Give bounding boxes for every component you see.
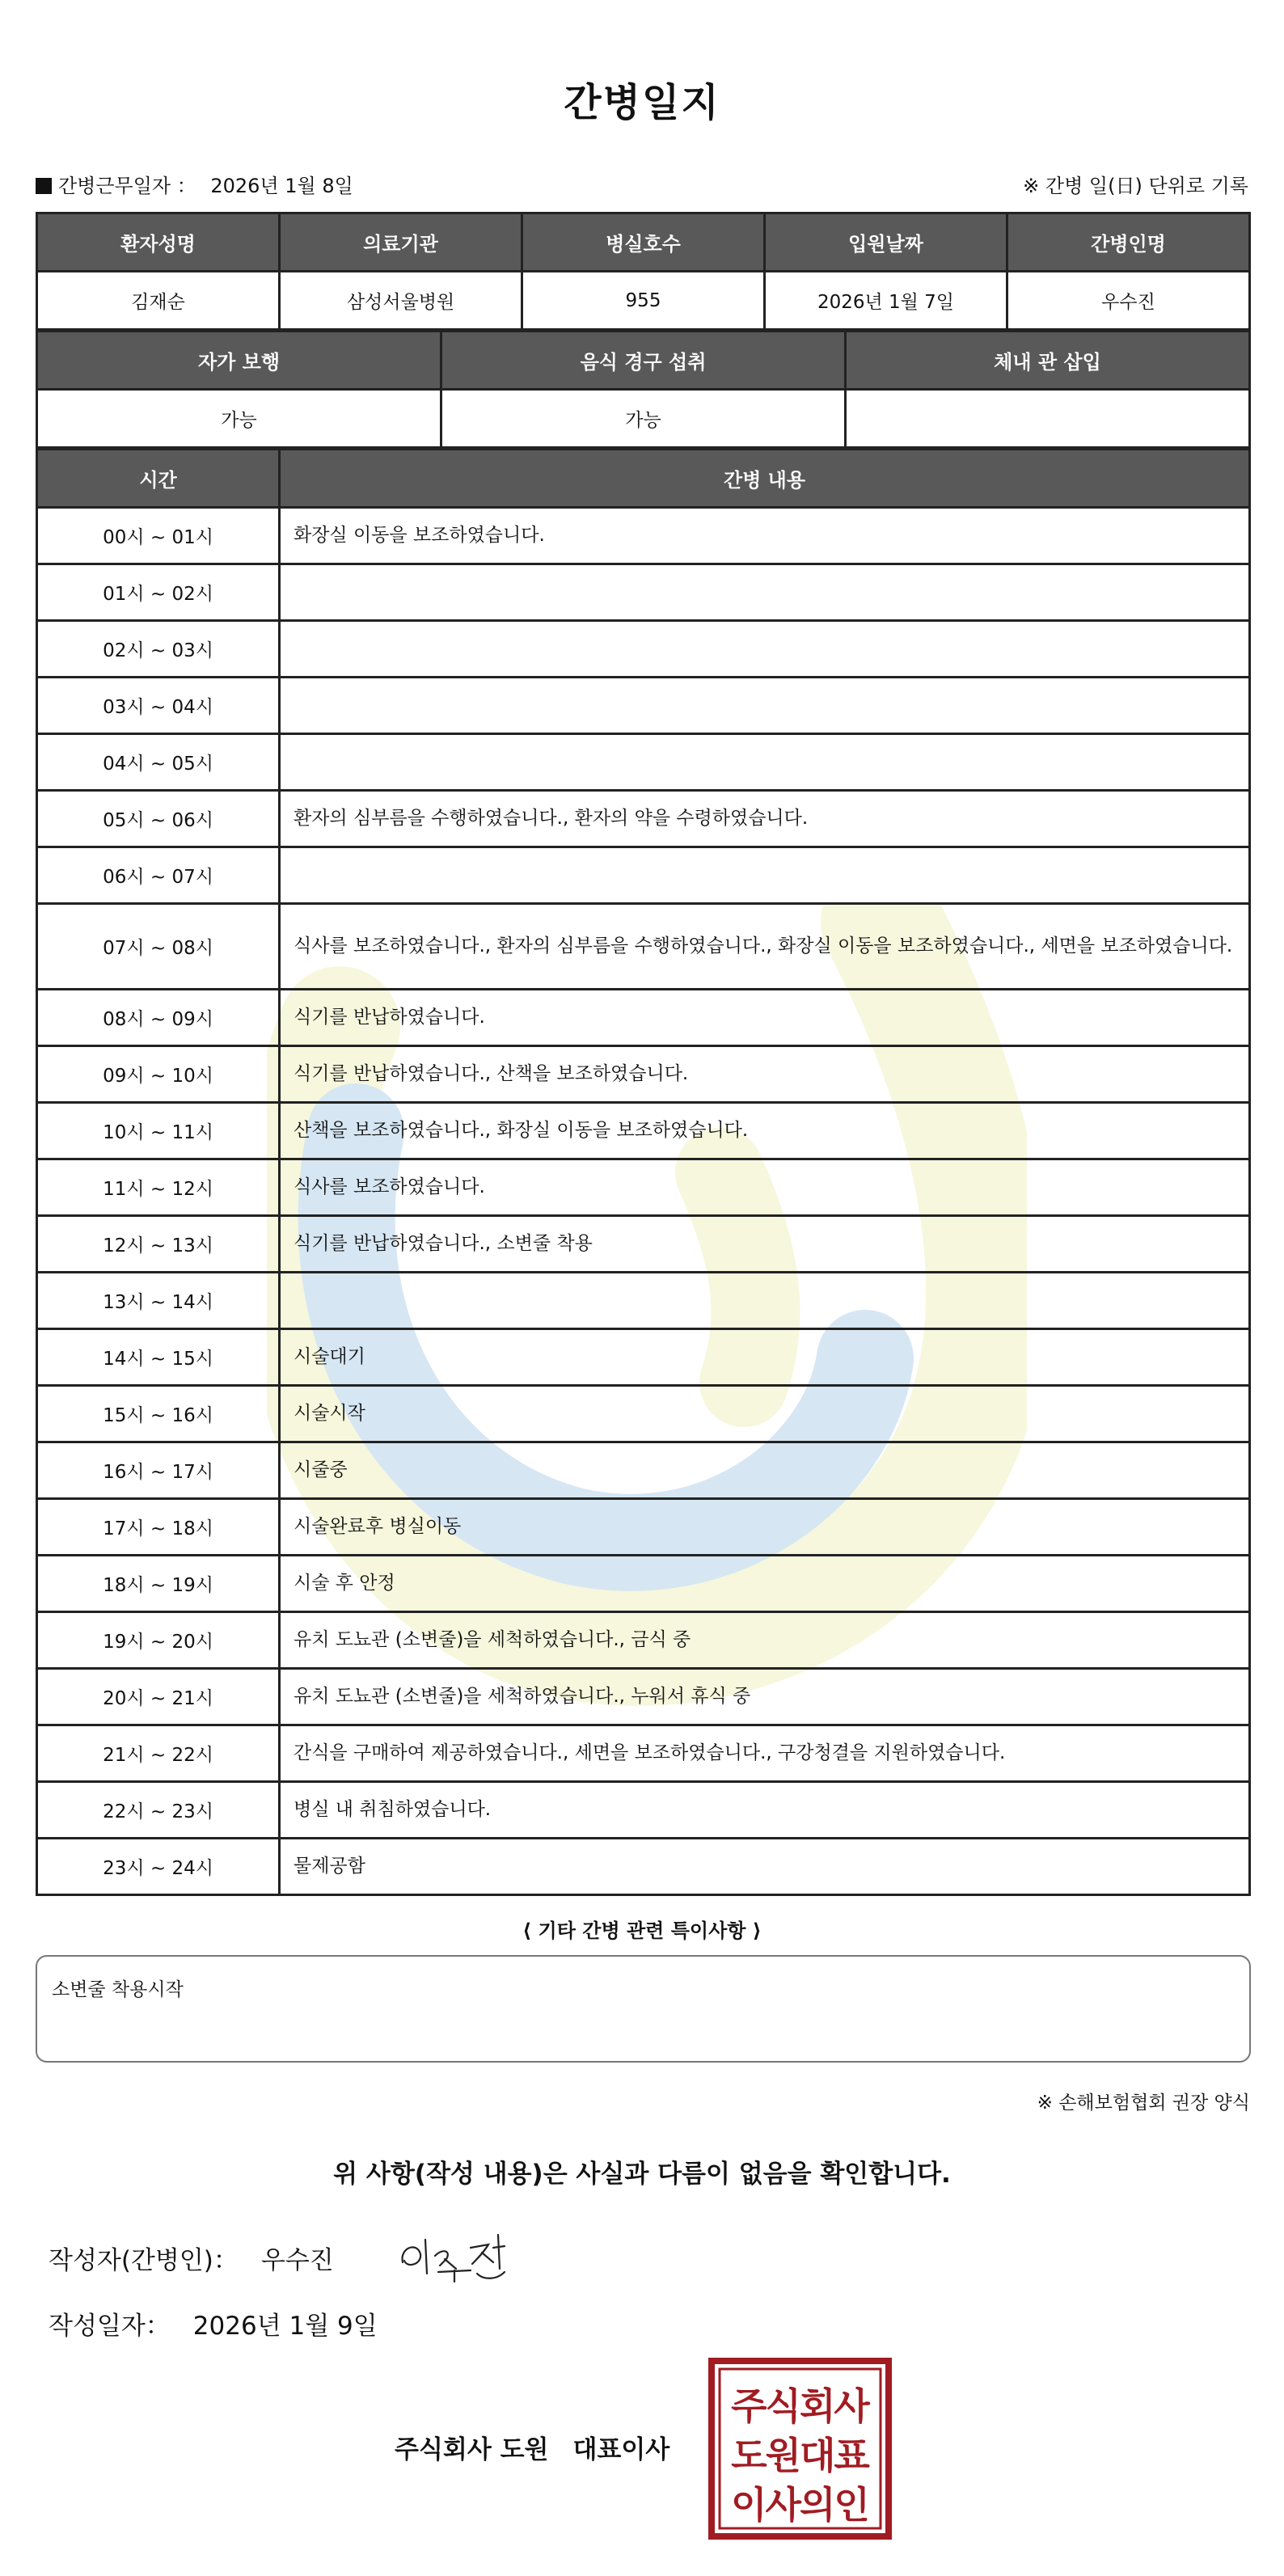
content-cell: 간식을 구매하여 제공하였습니다., 세면을 보조하였습니다., 구강청결을 지원하였습니다. (280, 1725, 1250, 1782)
time-cell: 20시 ~ 21시 (37, 1669, 280, 1725)
date-value: 2026년 1월 9일 (192, 2312, 378, 2341)
work-date (36, 170, 353, 198)
special-notes-text: 소변줄 착용시작 (52, 1979, 184, 2000)
content-cell: 유치 도뇨관 (소변줄)을 세척하였습니다., 누워서 휴식 중 (280, 1669, 1250, 1725)
patient-name: 김재순 (37, 272, 280, 330)
table-row (37, 847, 1250, 904)
time-cell: 17시 ~ 18시 (37, 1499, 280, 1556)
time-cell: 00시 ~ 01시 (37, 508, 280, 564)
time-cell: 13시 ~ 14시 (37, 1273, 280, 1329)
writer-label: 작성자(간병인)： (49, 2246, 239, 2275)
handwritten-signature (393, 2223, 514, 2288)
svg-text:주식회사: 주식회사 (731, 2384, 868, 2428)
room-number: 955 (522, 272, 765, 330)
svg-text:도원대표: 도원대표 (731, 2434, 868, 2477)
content-cell (280, 847, 1250, 904)
black-square-icon (36, 178, 52, 194)
content-cell: 식사를 보조하였습니다. (280, 1159, 1250, 1216)
table-row (37, 508, 1250, 564)
content-cell: 식기를 반납하였습니다. (280, 990, 1250, 1046)
table-row (37, 621, 1250, 678)
header-time: 시간 (37, 450, 280, 508)
table-row (37, 990, 1250, 1046)
table-row (37, 904, 1250, 990)
header-patient-name: 환자성명 (37, 213, 280, 272)
header-hospital: 의료기관 (280, 213, 522, 272)
time-cell: 12시 ~ 13시 (37, 1216, 280, 1273)
special-notes-label: ⟨ 기타 간병 관련 특이사항 ⟩ (522, 1919, 762, 1942)
table-row (37, 1159, 1250, 1216)
header-tube-insertion: 체내 관 삽입 (846, 332, 1250, 390)
admission-date: 2026년 1월 7일 (765, 272, 1007, 330)
content-cell: 시줄중 (280, 1442, 1250, 1499)
work-date-label: 간병근무일자 ： (58, 175, 196, 197)
header-care-content: 간병 내용 (280, 450, 1250, 508)
time-cell: 03시 ~ 04시 (37, 678, 280, 734)
content-cell: 시술시작 (280, 1386, 1250, 1442)
content-cell: 화장실 이동을 보조하였습니다. (280, 508, 1250, 564)
content-cell (280, 1273, 1250, 1329)
content-cell: 시술대기 (280, 1329, 1250, 1386)
table-row (37, 1669, 1250, 1725)
content-cell: 식기를 반납하였습니다., 소변줄 착용 (280, 1216, 1250, 1273)
content-cell (280, 734, 1250, 791)
table-row (37, 1442, 1250, 1499)
company-name: 주식회사 도원 (395, 2435, 549, 2464)
oral-intake: 가능 (441, 390, 846, 448)
time-cell: 06시 ~ 07시 (37, 847, 280, 904)
association-note: ※ 손해보험협회 권장 양식 (1037, 2092, 1250, 2114)
self-walking: 가능 (37, 390, 441, 448)
table-row (37, 791, 1250, 847)
table-row (37, 678, 1250, 734)
table-row (37, 1103, 1250, 1159)
time-cell: 11시 ~ 12시 (37, 1159, 280, 1216)
meta-row (36, 170, 1248, 196)
time-cell: 14시 ~ 15시 (37, 1329, 280, 1386)
time-cell: 23시 ~ 24시 (37, 1839, 280, 1895)
unit-note: ※ 간병 일(日) 단위로 기록 (1023, 175, 1248, 197)
content-cell: 시술완료후 병실이동 (280, 1499, 1250, 1556)
table-row (37, 1329, 1250, 1386)
care-log-table (36, 448, 1251, 1896)
content-cell: 시술 후 안정 (280, 1556, 1250, 1612)
table-row (37, 1612, 1250, 1669)
time-cell: 07시 ~ 08시 (37, 904, 280, 990)
table-row (37, 1216, 1250, 1273)
tube-insertion (846, 390, 1250, 448)
hospital: 삼성서울병원 (280, 272, 522, 330)
time-cell: 09시 ~ 10시 (37, 1046, 280, 1103)
time-cell: 02시 ~ 03시 (37, 621, 280, 678)
header-oral-intake: 음식 경구 섭취 (441, 332, 846, 390)
table-row (37, 734, 1250, 791)
company-signature (395, 2429, 669, 2465)
table-row (37, 1839, 1250, 1895)
header-admission-date: 입원날짜 (765, 213, 1007, 272)
content-cell: 유치 도뇨관 (소변줄)을 세척하였습니다., 금식 중 (280, 1612, 1250, 1669)
table-row (37, 1725, 1250, 1782)
table-row (37, 1782, 1250, 1839)
time-cell: 04시 ~ 05시 (37, 734, 280, 791)
header-room-number: 병실호수 (522, 213, 765, 272)
header-self-walking: 자가 보행 (37, 332, 441, 390)
content-cell (280, 564, 1250, 621)
time-cell: 22시 ~ 23시 (37, 1782, 280, 1839)
patient-info-table (36, 212, 1251, 331)
representative-title: 대표이사 (572, 2435, 670, 2464)
patient-status-table (36, 330, 1251, 449)
confirmation-statement: 위 사항(작성 내용)은 사실과 다름이 없음을 확인합니다. (333, 2160, 951, 2189)
writer-name: 우수진 (260, 2246, 334, 2275)
time-cell: 18시 ~ 19시 (37, 1556, 280, 1612)
content-cell (280, 678, 1250, 734)
caregiver-name: 우수진 (1007, 272, 1250, 330)
content-cell (280, 621, 1250, 678)
special-notes-box (36, 1955, 1251, 2063)
content-cell: 식사를 보조하였습니다., 환자의 심부름을 수행하였습니다., 화장실 이동을 보조하였습니다., 세면을 보조하였습니다. (280, 904, 1250, 990)
content-cell: 병실 내 취침하였습니다. (280, 1782, 1250, 1839)
content-cell: 산책을 보조하였습니다., 화장실 이동을 보조하였습니다. (280, 1103, 1250, 1159)
svg-text:이사의인: 이사의인 (731, 2483, 868, 2527)
time-cell: 15시 ~ 16시 (37, 1386, 280, 1442)
writer-row (49, 2240, 334, 2276)
time-cell: 08시 ~ 09시 (37, 990, 280, 1046)
content-cell: 물제공함 (280, 1839, 1250, 1895)
table-row (37, 1046, 1250, 1103)
table-row (37, 1386, 1250, 1442)
table-row (37, 1273, 1250, 1329)
time-cell: 05시 ~ 06시 (37, 791, 280, 847)
date-row (49, 2305, 378, 2342)
date-label: 작성일자： (49, 2312, 171, 2341)
table-row (37, 1499, 1250, 1556)
document-title: 간병일지 (564, 80, 720, 125)
time-cell: 21시 ~ 22시 (37, 1725, 280, 1782)
time-cell: 10시 ~ 11시 (37, 1103, 280, 1159)
time-cell: 19시 ~ 20시 (37, 1612, 280, 1669)
work-date-value: 2026년 1월 8일 (210, 175, 353, 197)
table-row (37, 564, 1250, 621)
table-row (37, 1556, 1250, 1612)
time-cell: 01시 ~ 02시 (37, 564, 280, 621)
company-seal-stamp (708, 2358, 892, 2540)
time-cell: 16시 ~ 17시 (37, 1442, 280, 1499)
header-caregiver-name: 간병인명 (1007, 213, 1250, 272)
content-cell: 환자의 심부름을 수행하였습니다., 환자의 약을 수령하였습니다. (280, 791, 1250, 847)
content-cell: 식기를 반납하였습니다., 산책을 보조하였습니다. (280, 1046, 1250, 1103)
